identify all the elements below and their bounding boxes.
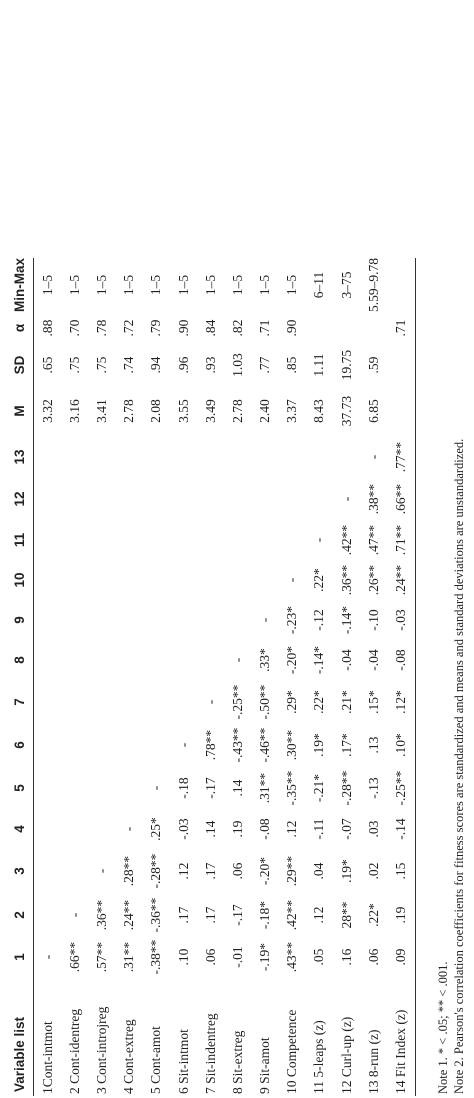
table-cell: 1.03 (229, 353, 245, 377)
table-cell: .25* (148, 817, 164, 841)
table-cell (116, 478, 143, 520)
table-cell: .94 (148, 356, 164, 374)
table-cell: .74 (121, 356, 137, 374)
note-1: Note 1. * < .05; ** < .001. (436, 961, 450, 1094)
table-cell (61, 560, 88, 600)
table-cell (306, 478, 333, 520)
table-cell: -.04 (365, 649, 381, 671)
table-cell: 8.43 (311, 399, 327, 423)
table-cell (197, 520, 224, 560)
row-label: 5 Cont-amot (148, 1026, 164, 1094)
table-cell: .42** (284, 899, 300, 931)
table-cell: 6.85 (365, 399, 381, 423)
table-cell: - (365, 454, 381, 460)
table-cell: -.14 (387, 810, 415, 848)
col-header-mean: M (6, 386, 34, 436)
col-header-4: 4 (6, 810, 34, 848)
table-cell: .36** (93, 899, 109, 931)
table-cell: 5.59–9.78 (365, 258, 381, 312)
table-cell (143, 436, 170, 478)
table-cell (88, 600, 115, 640)
table-cell (61, 478, 88, 520)
table-cell (170, 520, 197, 560)
table-cell: .90 (175, 319, 191, 337)
table-cell (224, 436, 251, 478)
row-label: 13 8-run (z) (365, 1029, 381, 1094)
table-cell (252, 520, 279, 560)
table-cell: .16 (338, 948, 354, 966)
table-cell: .22* (311, 568, 327, 592)
table-cell (116, 680, 143, 724)
table-cell: .75 (66, 356, 82, 374)
table-cell: - (121, 826, 137, 832)
table-cell (34, 478, 62, 520)
table-cell: .14 (202, 820, 218, 838)
table-cell (34, 560, 62, 600)
table-cell: -.17 (229, 904, 245, 926)
table-cell (197, 640, 224, 680)
table-cell (88, 640, 115, 680)
table-cell (116, 600, 143, 640)
table-cell: -.38** (148, 939, 164, 975)
table-cell: .26** (365, 564, 381, 596)
table-cell (170, 560, 197, 600)
table-cell: -.11 (311, 818, 327, 840)
table-cell (252, 436, 279, 478)
table-row (34, 258, 62, 1096)
table-cell: 3.49 (202, 399, 218, 423)
table-cell (224, 560, 251, 600)
table-cell: .84 (202, 319, 218, 337)
table-body (34, 258, 416, 1096)
table-cell: .19* (338, 859, 354, 883)
table-cell (360, 312, 387, 344)
table-row (170, 258, 197, 1096)
table-cell (333, 312, 360, 344)
note-2: Note 2. Pearson's correlation coefficients for fitness scores are standardized and means and standard deviations are unstandardized. (452, 438, 466, 1094)
table-cell: -.13 (365, 777, 381, 799)
table-cell: .10 (175, 948, 191, 966)
col-header-8: 8 (6, 640, 34, 680)
table-cell: .78 (93, 319, 109, 337)
table-cell: .17 (175, 906, 191, 924)
table-cell: -.43** (229, 727, 245, 763)
table-cell: -.08 (257, 818, 273, 840)
table-cell: - (284, 577, 300, 583)
table-cell: .57** (93, 941, 109, 973)
table-row (360, 258, 387, 1096)
table-cell: .82 (229, 319, 245, 337)
table-cell: .06 (365, 948, 381, 966)
table-cell (34, 680, 62, 724)
table-cell: - (175, 742, 191, 748)
table-cell: 1.11 (311, 353, 327, 377)
table-cell: .24** (121, 899, 137, 931)
table-cell (34, 520, 62, 560)
table-cell: .24** (387, 560, 415, 600)
row-label: 11 5-leaps (z) (311, 1020, 327, 1094)
table-cell: .72 (121, 319, 137, 337)
table-cell (34, 724, 62, 766)
table-cell: 3–75 (338, 271, 354, 299)
table-row (61, 258, 88, 1096)
table-cell: 1–5 (284, 274, 300, 296)
table-cell: .77 (257, 356, 273, 374)
table-cell (224, 600, 251, 640)
table-cell (61, 600, 88, 640)
table-cell: .29** (284, 855, 300, 887)
table-cell: .59 (365, 356, 381, 374)
table-cell: .13 (365, 736, 381, 754)
table-cell: .29* (284, 690, 300, 714)
table-cell (88, 560, 115, 600)
table-row (224, 258, 251, 1096)
table-cell (306, 436, 333, 478)
table-cell (306, 312, 333, 344)
table-cell: .78** (202, 729, 218, 761)
table-cell: .75 (93, 356, 109, 374)
table-cell: -.07 (338, 818, 354, 840)
table-cell: .12 (311, 906, 327, 924)
col-header-sd: SD (6, 344, 34, 386)
table-cell: .88 (39, 319, 55, 337)
table-cell (34, 436, 62, 478)
table-cell (252, 560, 279, 600)
table-row (333, 258, 360, 1096)
col-header-13: 13 (6, 436, 34, 478)
table-cell: .65 (39, 356, 55, 374)
row-label: 8 Sit-extreg (229, 1030, 245, 1094)
table-cell: -.18 (175, 777, 191, 799)
table-cell: -.25** (387, 766, 415, 810)
col-header-5: 5 (6, 766, 34, 810)
table-cell: .79 (148, 319, 164, 337)
table-row (88, 258, 115, 1096)
table-cell: .15* (365, 690, 381, 714)
col-header-10: 10 (6, 560, 34, 600)
table-cell (61, 848, 88, 894)
table-cell: 1–5 (202, 274, 218, 296)
table-cell: .38** (365, 483, 381, 515)
col-header-1: 1 (6, 936, 34, 978)
table-cell (34, 600, 62, 640)
table-cell (252, 478, 279, 520)
table-row (279, 258, 306, 1096)
table-cell: 3.37 (284, 399, 300, 423)
table-cell: .12 (175, 862, 191, 880)
table-cell: -.28** (338, 770, 354, 806)
table-cell (116, 640, 143, 680)
table-cell: - (257, 617, 273, 623)
table-cell: -.19* (257, 942, 273, 972)
table-cell (116, 436, 143, 478)
table-cell: 2.78 (121, 399, 137, 423)
col-header-2: 2 (6, 894, 34, 936)
row-label: 6 Sit-intmot (175, 1029, 191, 1094)
table-cell (61, 680, 88, 724)
table-cell: -.12 (311, 609, 327, 631)
table-cell: 1–5 (229, 274, 245, 296)
table-cell (34, 810, 62, 848)
table-cell: 2.08 (148, 399, 164, 423)
table-cell (143, 600, 170, 640)
table-cell: .66** (387, 478, 415, 520)
table-cell: 28** (338, 901, 354, 929)
table-cell: .71** (387, 520, 415, 560)
table-cell (197, 436, 224, 478)
row-label: 4 Cont-extreg (121, 1019, 137, 1094)
table-cell: - (229, 657, 245, 663)
row-label: 12 Curl-up (z) (338, 1016, 354, 1094)
table-cell: .47** (365, 524, 381, 556)
table-cell (143, 724, 170, 766)
table-cell: .05 (311, 948, 327, 966)
table-cell: -.46** (257, 727, 273, 763)
table-cell: .12 (284, 820, 300, 838)
table-cell: 37.73 (338, 395, 354, 427)
table-cell: .33* (257, 648, 273, 672)
col-header-9: 9 (6, 600, 34, 640)
table-cell: 3.16 (66, 399, 82, 423)
table-cell: .22* (311, 690, 327, 714)
table-cell: 19.75 (338, 349, 354, 381)
table-cell (116, 520, 143, 560)
table-cell: 1–5 (39, 274, 55, 296)
table-row (387, 258, 415, 1096)
table-cell: -.14* (338, 605, 354, 635)
table-cell (197, 600, 224, 640)
table-cell: .06 (202, 948, 218, 966)
table-cell: 3.41 (93, 399, 109, 423)
table-cell (88, 724, 115, 766)
table-cell: .10* (387, 724, 415, 766)
table-cell: .71 (387, 312, 415, 344)
table-cell: .03 (365, 820, 381, 838)
table-cell (279, 478, 306, 520)
table-cell: .96 (175, 356, 191, 374)
table-cell (61, 520, 88, 560)
table-cell: -.10 (365, 609, 381, 631)
table-cell: -.23* (284, 605, 300, 635)
table-cell (143, 680, 170, 724)
table-cell: .04 (311, 862, 327, 880)
table-cell: .19 (229, 820, 245, 838)
header-row (6, 258, 34, 1096)
table-cell: 1–5 (148, 274, 164, 296)
table-row (116, 258, 143, 1096)
table-cell (61, 810, 88, 848)
table-cell (170, 436, 197, 478)
table-cell: - (338, 496, 354, 502)
table-cell: -.28** (148, 853, 164, 889)
table-cell: -.21* (311, 773, 327, 803)
col-header-variable-list: Variable list (6, 978, 34, 1096)
table-cell: .77** (387, 436, 415, 478)
table-cell (197, 478, 224, 520)
table-cell: .43** (284, 941, 300, 973)
table-cell (88, 436, 115, 478)
table-cell: 3.55 (175, 399, 191, 423)
table-cell: .09 (387, 936, 415, 978)
table-cell: .19* (311, 733, 327, 757)
table-cell: -.18* (257, 900, 273, 930)
row-label: 14 Fit Index (z) (387, 978, 415, 1096)
table-cell (61, 766, 88, 810)
table-cell: - (202, 699, 218, 705)
table-cell: -.03 (175, 818, 191, 840)
table-cell: 1–5 (257, 274, 273, 296)
table-cell: 3.32 (39, 399, 55, 423)
row-label: 10 Competence (284, 1009, 300, 1094)
table-cell (387, 258, 415, 312)
table-cell: .12* (387, 680, 415, 724)
table-cell: 1–5 (121, 274, 137, 296)
table-cell (170, 680, 197, 724)
table-cell: -.25** (229, 684, 245, 720)
correlation-table (6, 258, 416, 1096)
table-cell: .28** (121, 855, 137, 887)
table-cell: - (93, 868, 109, 874)
table-cell: .66** (66, 941, 82, 973)
table-cell: .30** (284, 729, 300, 761)
table-row (306, 258, 333, 1096)
table-cell (170, 478, 197, 520)
table-cell (34, 766, 62, 810)
table-row (197, 258, 224, 1096)
row-label: 2 Cont-identreg (66, 1008, 82, 1094)
row-label: 3 Cont-introjreg (93, 1006, 109, 1094)
table-cell (34, 848, 62, 894)
table-cell (387, 386, 415, 436)
table-cell: .71 (257, 319, 273, 337)
table-cell: -.17 (202, 777, 218, 799)
table-cell (61, 640, 88, 680)
table-cell: -.14* (311, 645, 327, 675)
table-cell (333, 436, 360, 478)
table-cell: .17 (202, 862, 218, 880)
table-cell: .14 (229, 779, 245, 797)
col-header-alpha: α (6, 312, 34, 344)
table-cell: 1–5 (175, 274, 191, 296)
table-cell: -.50** (257, 684, 273, 720)
table-cell (279, 436, 306, 478)
table-cell: -.01 (229, 946, 245, 968)
table-cell (143, 520, 170, 560)
table-cell (61, 436, 88, 478)
table-cell (143, 478, 170, 520)
table-cell: -.04 (338, 649, 354, 671)
table-cell: .17* (338, 733, 354, 757)
table-cell: .93 (202, 356, 218, 374)
table-cell: -.20* (284, 645, 300, 675)
table-notes (435, 439, 467, 1094)
table-cell: .02 (365, 862, 381, 880)
table-cell (224, 520, 251, 560)
table-cell: - (148, 785, 164, 791)
table-cell: .19 (387, 894, 415, 936)
table-cell (170, 640, 197, 680)
table-cell (170, 600, 197, 640)
table-cell (279, 520, 306, 560)
table-cell (143, 640, 170, 680)
table-cell: .31** (257, 772, 273, 804)
table-cell: .90 (284, 319, 300, 337)
table-cell (61, 724, 88, 766)
table-cell (387, 344, 415, 386)
table-cell: .06 (229, 862, 245, 880)
table-cell: 1–5 (93, 274, 109, 296)
table-cell: .17 (202, 906, 218, 924)
table-cell (116, 724, 143, 766)
row-label: 9 Sit-amot (257, 1037, 273, 1094)
table-cell (197, 560, 224, 600)
table-cell: 2.78 (229, 399, 245, 423)
table-row (143, 258, 170, 1096)
table-row (252, 258, 279, 1096)
table-cell (116, 766, 143, 810)
table-cell: 2.40 (257, 399, 273, 423)
row-label: 7 Sit-indentreg (202, 1013, 218, 1094)
table-cell (116, 560, 143, 600)
table-cell: .22* (365, 903, 381, 927)
col-header-12: 12 (6, 478, 34, 520)
table-cell (88, 680, 115, 724)
table-cell: .31** (121, 941, 137, 973)
table-cell: .70 (66, 319, 82, 337)
table-cell (88, 478, 115, 520)
col-header-7: 7 (6, 680, 34, 724)
table-cell (88, 520, 115, 560)
table-cell: -.20* (257, 856, 273, 886)
table-cell (143, 560, 170, 600)
table-cell: - (66, 912, 82, 918)
table-cell (34, 640, 62, 680)
table-cell: .15 (387, 848, 415, 894)
table-cell: 1–5 (66, 274, 82, 296)
table-cell (34, 894, 62, 936)
table-cell: .21* (338, 690, 354, 714)
col-header-3: 3 (6, 848, 34, 894)
table-cell: 6–11 (311, 271, 327, 299)
table-cell: .36** (338, 564, 354, 596)
table-cell: -.36** (148, 897, 164, 933)
table-cell: - (39, 954, 55, 960)
table-cell (88, 766, 115, 810)
col-header-min-max: Min-Max (6, 258, 34, 312)
row-label: 1Cont-intmot (39, 1021, 55, 1094)
table-cell: - (311, 537, 327, 543)
col-header-11: 11 (6, 520, 34, 560)
col-header-6: 6 (6, 724, 34, 766)
table-cell (88, 810, 115, 848)
table-cell: -.08 (387, 640, 415, 680)
table-cell: -.35** (284, 770, 300, 806)
table-cell: -.03 (387, 600, 415, 640)
table-cell: .42** (338, 524, 354, 556)
table-cell (224, 478, 251, 520)
table-cell: .85 (284, 356, 300, 374)
